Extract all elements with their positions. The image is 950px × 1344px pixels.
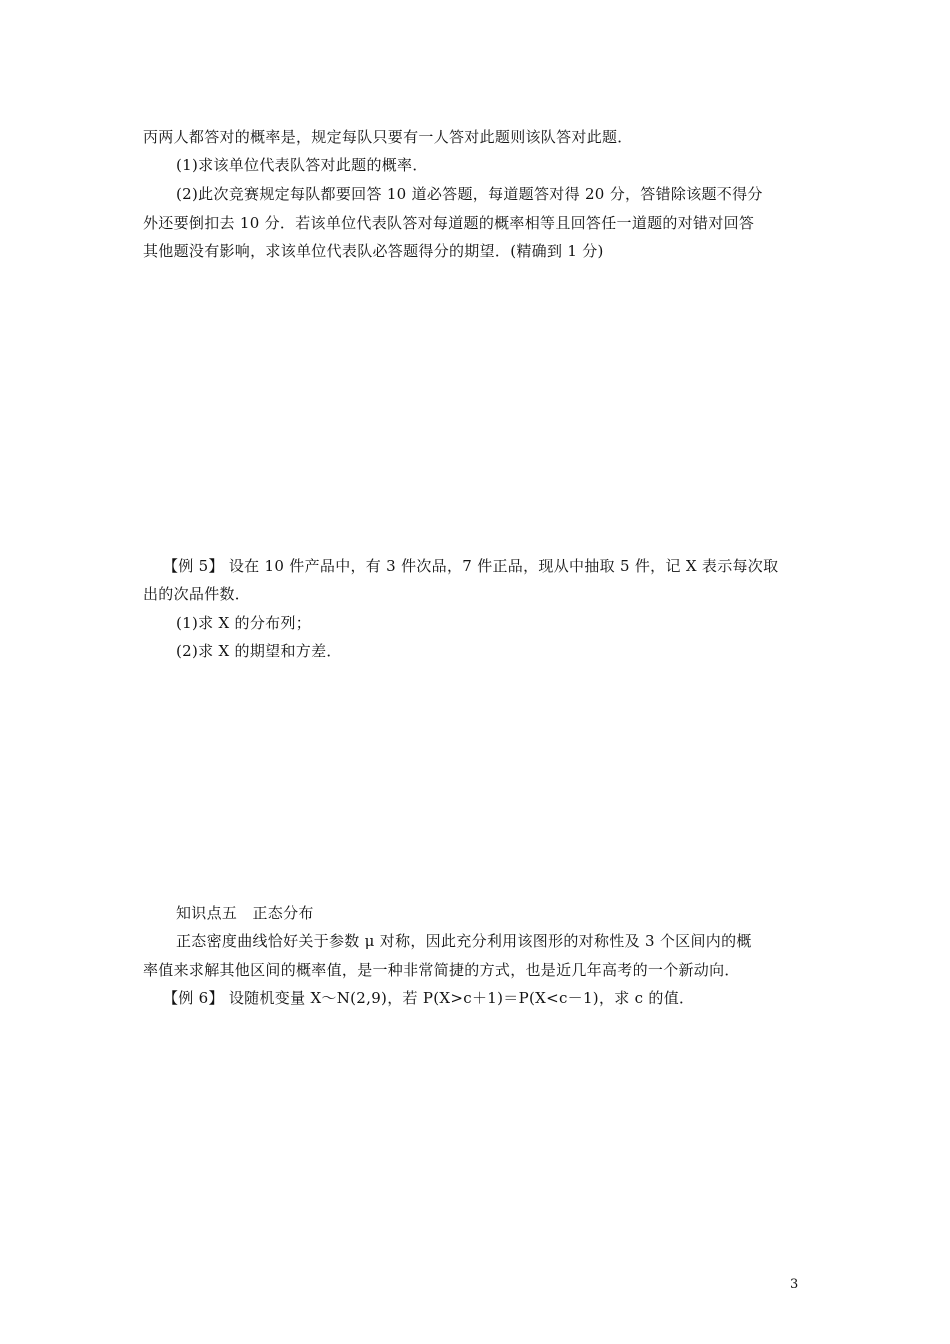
example-5-statement-line-2: 出的次品件数．: [143, 585, 251, 603]
sub-question-2-line-3: 其他题没有影响，求该单位代表队必答题得分的期望．(精确到 1 分): [143, 242, 604, 260]
example-5-question-1: (1)求 X 的分布列；: [176, 614, 312, 632]
section-heading: 知识点五 正态分布: [176, 904, 314, 922]
section-paragraph-line-1: 正态密度曲线恰好关于参数 μ 对称，因此充分利用该图形的对称性及 3 个区间内的概: [176, 932, 752, 950]
sub-question-2-line-1: (2)此次竞赛规定每队都要回答 10 道必答题，每道题答对得 20 分，答错除该题不得分: [176, 185, 763, 203]
sub-question-2-line-2: 外还要倒扣去 10 分．若该单位代表队答对每道题的概率相等且回答任一道题的对错对回答: [143, 214, 755, 232]
page-number: 3: [790, 1277, 799, 1292]
example-5-statement-line-1: 【例 5】 设在 10 件产品中，有 3 件次品，7 件正品，现从中抽取 5 件，记 X 表示每次取: [163, 557, 779, 575]
problem-text-line: 丙两人都答对的概率是，规定每队只要有一人答对此题则该队答对此题．: [143, 128, 633, 146]
example-6-statement: 【例 6】 设随机变量 X～N(2,9)，若 P(X>c＋1)＝P(X<c－1)，求 c 的值．: [163, 989, 695, 1007]
section-paragraph-line-2: 率值来求解其他区间的概率值，是一种非常简捷的方式，也是近几年高考的一个新动向．: [143, 961, 740, 979]
sub-question-1: (1)求该单位代表队答对此题的概率．: [176, 156, 428, 174]
example-5-question-2: (2)求 X 的期望和方差．: [176, 642, 342, 660]
